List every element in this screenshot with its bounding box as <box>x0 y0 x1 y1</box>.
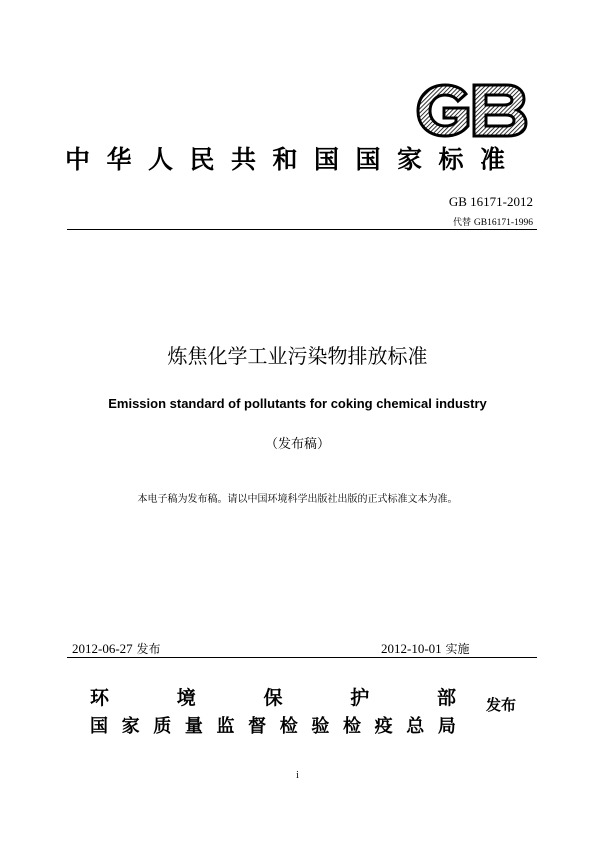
implement-date: 2012-10-01 <box>381 641 442 656</box>
issuer-char: 监 <box>216 716 235 737</box>
implement-date-line <box>381 640 470 657</box>
header-divider <box>67 229 537 230</box>
draft-label: （发布稿） <box>264 437 330 452</box>
implement-label: 实施 <box>445 642 470 656</box>
issuer-char: 督 <box>248 716 267 737</box>
issuer-char: 国 <box>90 716 108 737</box>
issuer-char: 环 <box>90 687 110 709</box>
document-english-title: Emission standard of pollutants for coking chemical industry <box>108 396 487 411</box>
publish-label: 发布 <box>136 642 161 656</box>
issuer-char: 量 <box>184 716 203 737</box>
standard-title: 中华人民共和国国家标准 <box>65 145 522 174</box>
issuer-char: 验 <box>311 716 330 737</box>
issuer-char: 检 <box>279 716 298 737</box>
issuer-char: 总 <box>406 716 425 737</box>
issuer-char: 疫 <box>374 716 393 737</box>
replaces-label: 代替 <box>452 218 471 228</box>
issuer-char: 检 <box>343 716 361 737</box>
footer-divider <box>67 657 537 658</box>
issuer-char: 质 <box>153 716 172 737</box>
issuer-aqsiq <box>90 712 456 738</box>
document-title: 炼焦化学工业污染物排放标准 <box>167 344 428 368</box>
page-number: i <box>296 770 299 781</box>
issuer-char: 境 <box>176 687 196 709</box>
issuer-char: 保 <box>263 687 283 709</box>
issuer-char: 部 <box>436 687 456 709</box>
issuer-char: 局 <box>437 716 456 737</box>
issuer-char: 家 <box>121 716 140 737</box>
issuer-ministry <box>90 683 456 710</box>
replaces-code: GB16171-1996 <box>473 218 533 228</box>
gb-logo-graphic <box>414 80 528 140</box>
standard-code: GB 16171-2012 <box>448 194 533 209</box>
issue-label: 发布 <box>486 696 517 714</box>
publish-date-line <box>72 640 161 657</box>
issuer-char: 护 <box>350 687 370 709</box>
publish-date: 2012-06-27 <box>72 641 133 656</box>
gb-logo <box>414 80 528 140</box>
replaces-line <box>453 215 533 228</box>
draft-notice: 本电子稿为发布稿。请以中国环境科学出版社出版的正式标准文本为准。 <box>137 494 458 505</box>
